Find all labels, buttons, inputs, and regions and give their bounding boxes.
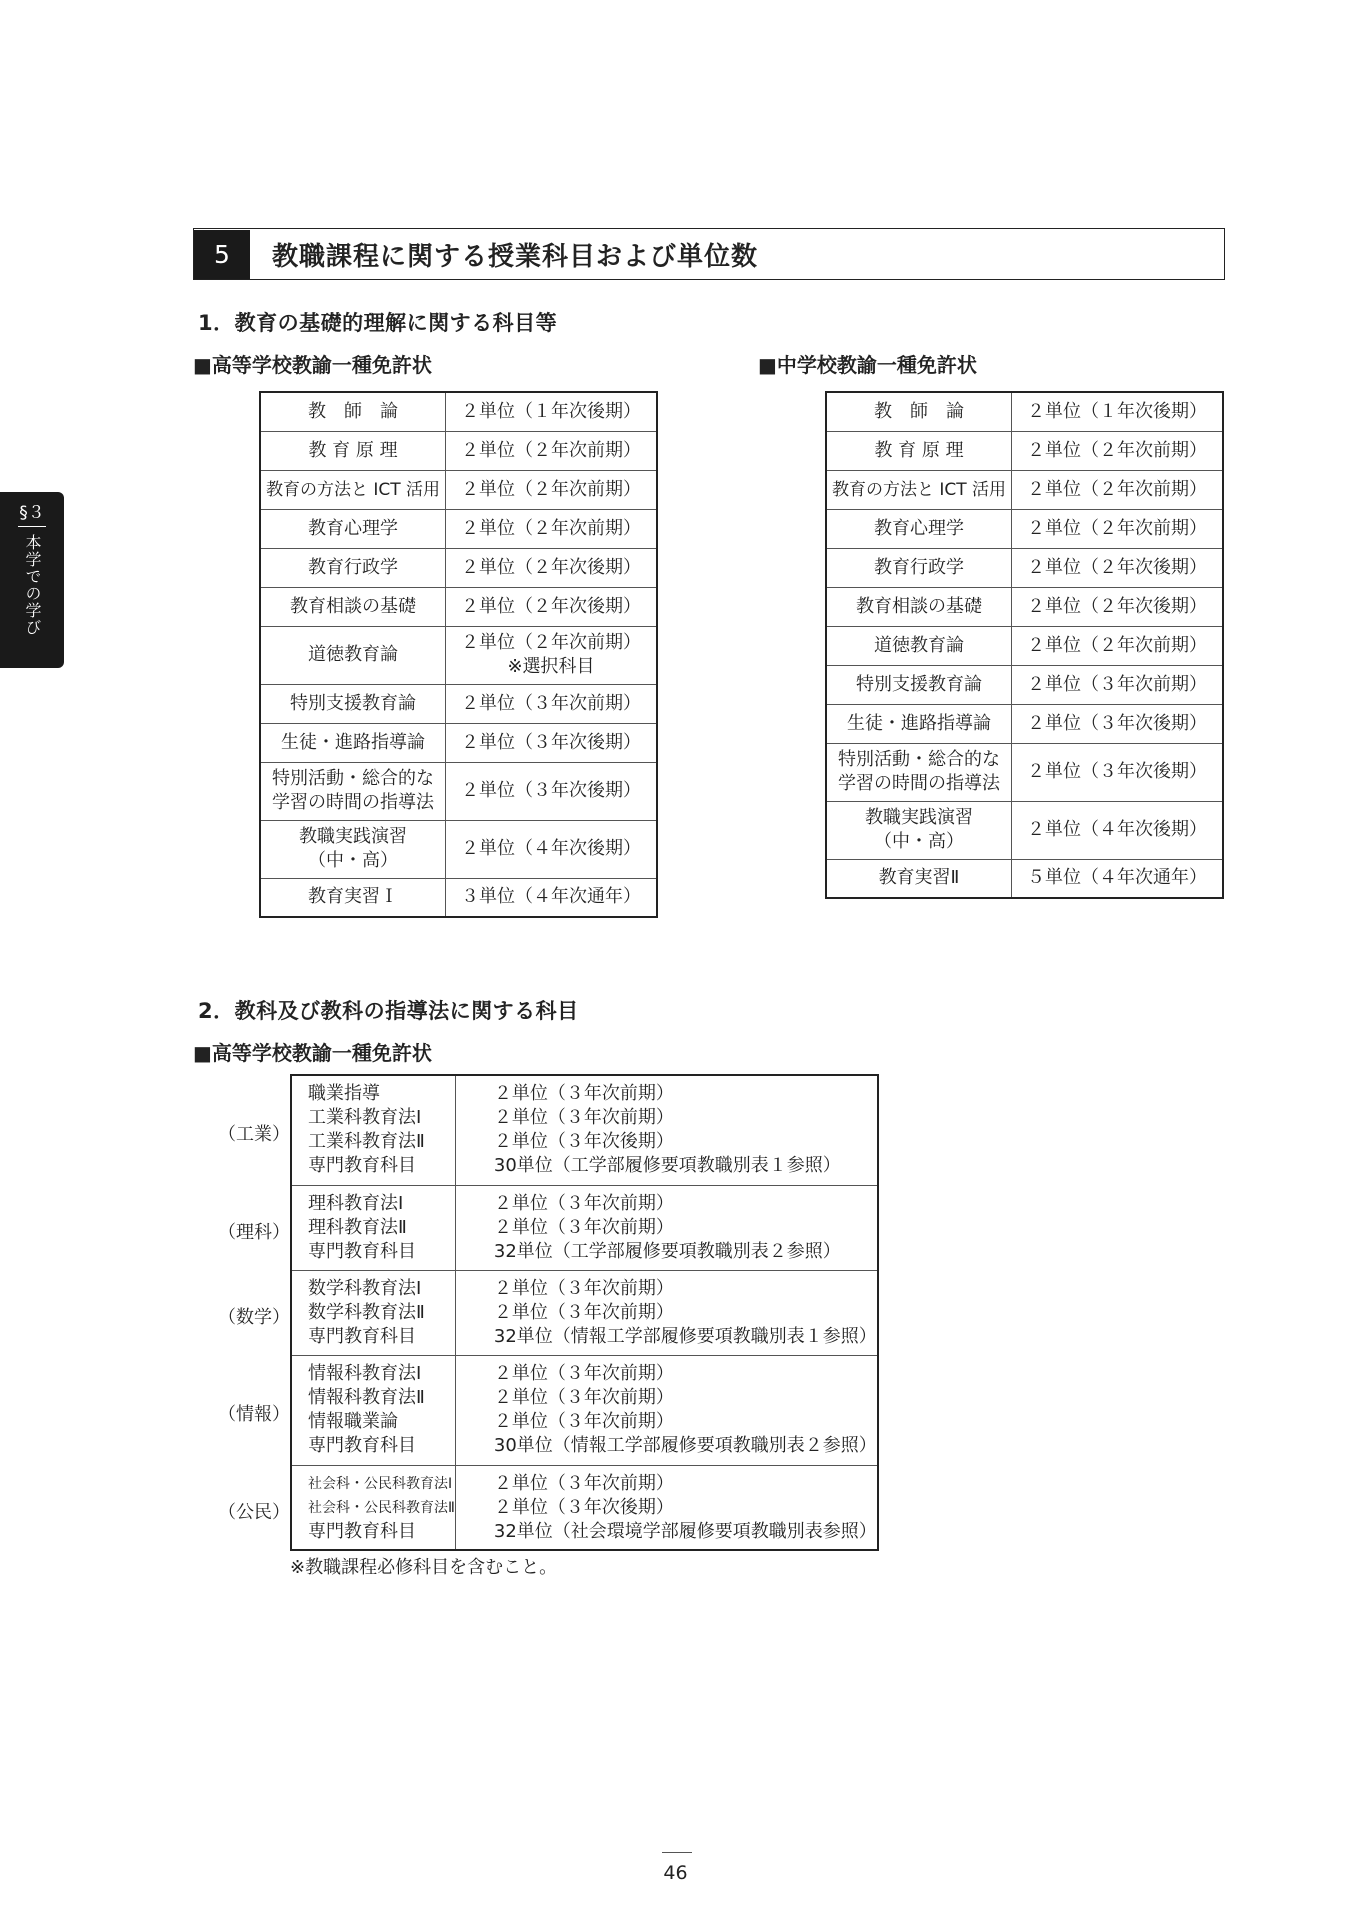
subject-cell: 教 育 原 理 [826,431,1012,470]
units-cell: ２単位（３年次後期） [446,762,658,820]
units-cell: ５単位（４年次通年） [1012,859,1224,898]
subject-units: ２単位（３年次前期） [493,1410,674,1432]
units-cell: ２単位（２年次後期） [446,587,658,626]
table-row [260,684,657,723]
page-number-rule [662,1852,692,1853]
subject-name: 職業指導 [308,1083,380,1104]
table-row [826,431,1223,470]
table-row [260,820,657,878]
subject-name: 社会科・公民科教育法Ⅰ [308,1475,453,1492]
subject-cell: 教育の方法と ICT 活用 [260,470,446,509]
part1-high-school-label: ■高等学校教諭一種免許状 [193,353,432,377]
units-cell: ２単位（３年次前期） [446,684,658,723]
units-cell: ２単位（２年次前期） [1012,626,1224,665]
field-label: （工業） [218,1124,290,1145]
subject-name: 数学科教育法Ⅱ [308,1301,425,1323]
units-cell: ２単位（３年次後期） [1012,743,1224,801]
units-cell: ２単位（１年次後期） [1012,392,1224,431]
subject-cell: 教 師 論 [260,392,446,431]
units-cell: ２単位（４年次後期） [446,820,658,878]
table-row [826,665,1223,704]
side-section-title: 本学での学び [23,534,42,636]
subject-units: 32単位（情報工学部履修要項教職別表１参照） [493,1325,877,1347]
subject-cell: 教育相談の基礎 [826,587,1012,626]
subject-name: 理科教育法Ⅱ [308,1216,407,1238]
side-section-tab [0,492,64,668]
table-row [291,1270,878,1355]
subject-units: ２単位（３年次後期） [493,1496,674,1518]
subject-units: ２単位（３年次前期） [493,1472,674,1494]
subject-names-cell [291,1465,455,1550]
units-cell: ２単位（４年次後期） [1012,801,1224,859]
subject-units: ２単位（３年次前期） [493,1301,674,1323]
table-row [260,587,657,626]
table-row [826,587,1223,626]
subject-line-2: （中・高） [874,831,964,852]
section-header [193,228,1225,280]
table-row [260,762,657,820]
table-row [260,431,657,470]
table-row [826,704,1223,743]
subject-cell [260,762,446,820]
side-section-divider [18,526,46,527]
units-cell: ２単位（２年次前期） [446,509,658,548]
subject-name: 情報科教育法Ⅱ [308,1386,425,1408]
side-section-number: §３ [19,503,45,523]
subject-name: 専門教育科目 [308,1325,416,1347]
subject-name: 数学科教育法Ⅰ [308,1277,422,1299]
table-row [826,859,1223,898]
table-row [291,1075,878,1185]
subject-cell: 教 育 原 理 [260,431,446,470]
subject-name: 工業科教育法Ⅰ [308,1107,422,1128]
units-text: ２単位（２年次前期） [461,632,641,653]
subject-units: 32単位（工学部履修要項教職別表２参照） [493,1240,841,1262]
subject-name: 専門教育科目 [308,1155,416,1176]
table-row [260,470,657,509]
subject-names-cell [291,1355,455,1465]
subject-units: ２単位（３年次前期） [493,1216,674,1238]
field-label: （情報） [218,1404,290,1425]
table-row [291,1465,878,1550]
part2-heading: 2．教科及び教科の指導法に関する科目 [198,999,579,1023]
subject-name: 情報科教育法Ⅰ [308,1362,422,1384]
subject-units-cell [455,1355,877,1465]
subject-cell: 教育相談の基礎 [260,587,446,626]
part2-high-school-label: ■高等学校教諭一種免許状 [193,1041,432,1065]
table-row [260,392,657,431]
table-row [291,1355,878,1465]
subject-units-cell [455,1270,877,1355]
subject-names-cell [291,1270,455,1355]
subject-cell: 教 師 論 [826,392,1012,431]
table-row [826,509,1223,548]
table-row [260,626,657,684]
subject-units: ２単位（３年次前期） [493,1192,674,1214]
subject-units: ２単位（３年次前期） [493,1386,674,1408]
units-cell: ２単位（３年次前期） [1012,665,1224,704]
page-number: 46 [663,1862,688,1884]
table-row [826,743,1223,801]
table-row [826,801,1223,859]
subject-cell [260,820,446,878]
subject-cell: 教育実習Ⅱ [826,859,1012,898]
units-cell: ２単位（３年次後期） [446,723,658,762]
units-cell: ２単位（３年次後期） [1012,704,1224,743]
units-cell: ２単位（２年次後期） [1012,548,1224,587]
subject-cell: 教育実習Ｉ [260,878,446,917]
units-cell [446,626,658,684]
subject-name: 専門教育科目 [308,1434,416,1456]
subject-cell: 教育行政学 [826,548,1012,587]
subject-cell: 特別支援教育論 [260,684,446,723]
subject-units: ２単位（３年次前期） [493,1083,674,1104]
units-cell: ２単位（１年次後期） [446,392,658,431]
subject-cell: 教育心理学 [826,509,1012,548]
subject-cell: 道徳教育論 [260,626,446,684]
subject-line-1: 特別活動・総合的な [838,749,1000,770]
subject-units: ２単位（３年次前期） [493,1362,674,1384]
subject-line-2: 学習の時間の指導法 [838,773,1000,794]
subject-cell: 教育心理学 [260,509,446,548]
table-row [291,1185,878,1270]
subject-name: 理科教育法Ⅰ [308,1192,404,1214]
units-cell: ３単位（４年次通年） [446,878,658,917]
high-school-course-table [259,391,658,918]
subject-line-1: 特別活動・総合的な [272,768,434,789]
subject-line-1: 教職実践演習 [865,807,973,828]
subject-units: ２単位（３年次前期） [493,1277,674,1299]
subject-units: 30単位（情報工学部履修要項教職別表２参照） [493,1434,877,1456]
subject-cell: 教育の方法と ICT 活用 [826,470,1012,509]
section-title: 教職課程に関する授業科目および単位数 [272,241,759,272]
table-row [260,878,657,917]
subject-names-cell [291,1185,455,1270]
specialty-table [290,1074,879,1551]
subject-cell: 特別支援教育論 [826,665,1012,704]
table-row [826,392,1223,431]
subject-cell: 生徒・進路指導論 [260,723,446,762]
table-row [826,626,1223,665]
units-cell: ２単位（２年次後期） [1012,587,1224,626]
subject-cell: 道徳教育論 [826,626,1012,665]
units-cell: ２単位（２年次前期） [1012,431,1224,470]
subject-units: 30単位（工学部履修要項教職別表１参照） [493,1155,841,1176]
subject-cell [826,801,1012,859]
part1-heading: 1．教育の基礎的理解に関する科目等 [198,311,558,335]
subject-name: 専門教育科目 [308,1520,416,1542]
elective-note: ※選択科目 [507,656,595,677]
subject-names-cell [291,1075,455,1185]
subject-units-cell [455,1185,877,1270]
subject-name: 情報職業論 [308,1410,398,1432]
units-cell: ２単位（２年次前期） [446,431,658,470]
subject-units-cell [455,1075,877,1185]
field-label: （理科） [218,1222,290,1243]
subject-name: 専門教育科目 [308,1240,416,1262]
units-cell: ２単位（２年次前期） [1012,509,1224,548]
footnote: ※教職課程必修科目を含むこと。 [290,1557,558,1578]
subject-units: ２単位（３年次後期） [493,1131,674,1152]
table-row [826,548,1223,587]
subject-units: ２単位（３年次前期） [493,1107,674,1128]
subject-units-cell [455,1465,877,1550]
units-cell: ２単位（２年次前期） [1012,470,1224,509]
units-cell: ２単位（２年次後期） [446,548,658,587]
subject-line-2: （中・高） [308,850,398,871]
field-label: （公民） [218,1502,290,1523]
subject-line-1: 教職実践演習 [299,826,407,847]
junior-high-course-table [825,391,1224,899]
subject-units: 32単位（社会環境学部履修要項教職別表参照） [493,1520,877,1542]
table-row [260,548,657,587]
section-number: 5 [194,230,250,279]
subject-cell [826,743,1012,801]
subject-cell: 生徒・進路指導論 [826,704,1012,743]
table-row [826,470,1223,509]
subject-name: 工業科教育法Ⅱ [308,1131,425,1152]
table-row [260,723,657,762]
field-label: （数学） [218,1307,290,1328]
subject-name: 社会科・公民科教育法Ⅱ [308,1499,455,1516]
subject-line-2: 学習の時間の指導法 [272,792,434,813]
table-row [260,509,657,548]
units-cell: ２単位（２年次前期） [446,470,658,509]
part1-junior-high-label: ■中学校教諭一種免許状 [758,353,977,377]
subject-cell: 教育行政学 [260,548,446,587]
